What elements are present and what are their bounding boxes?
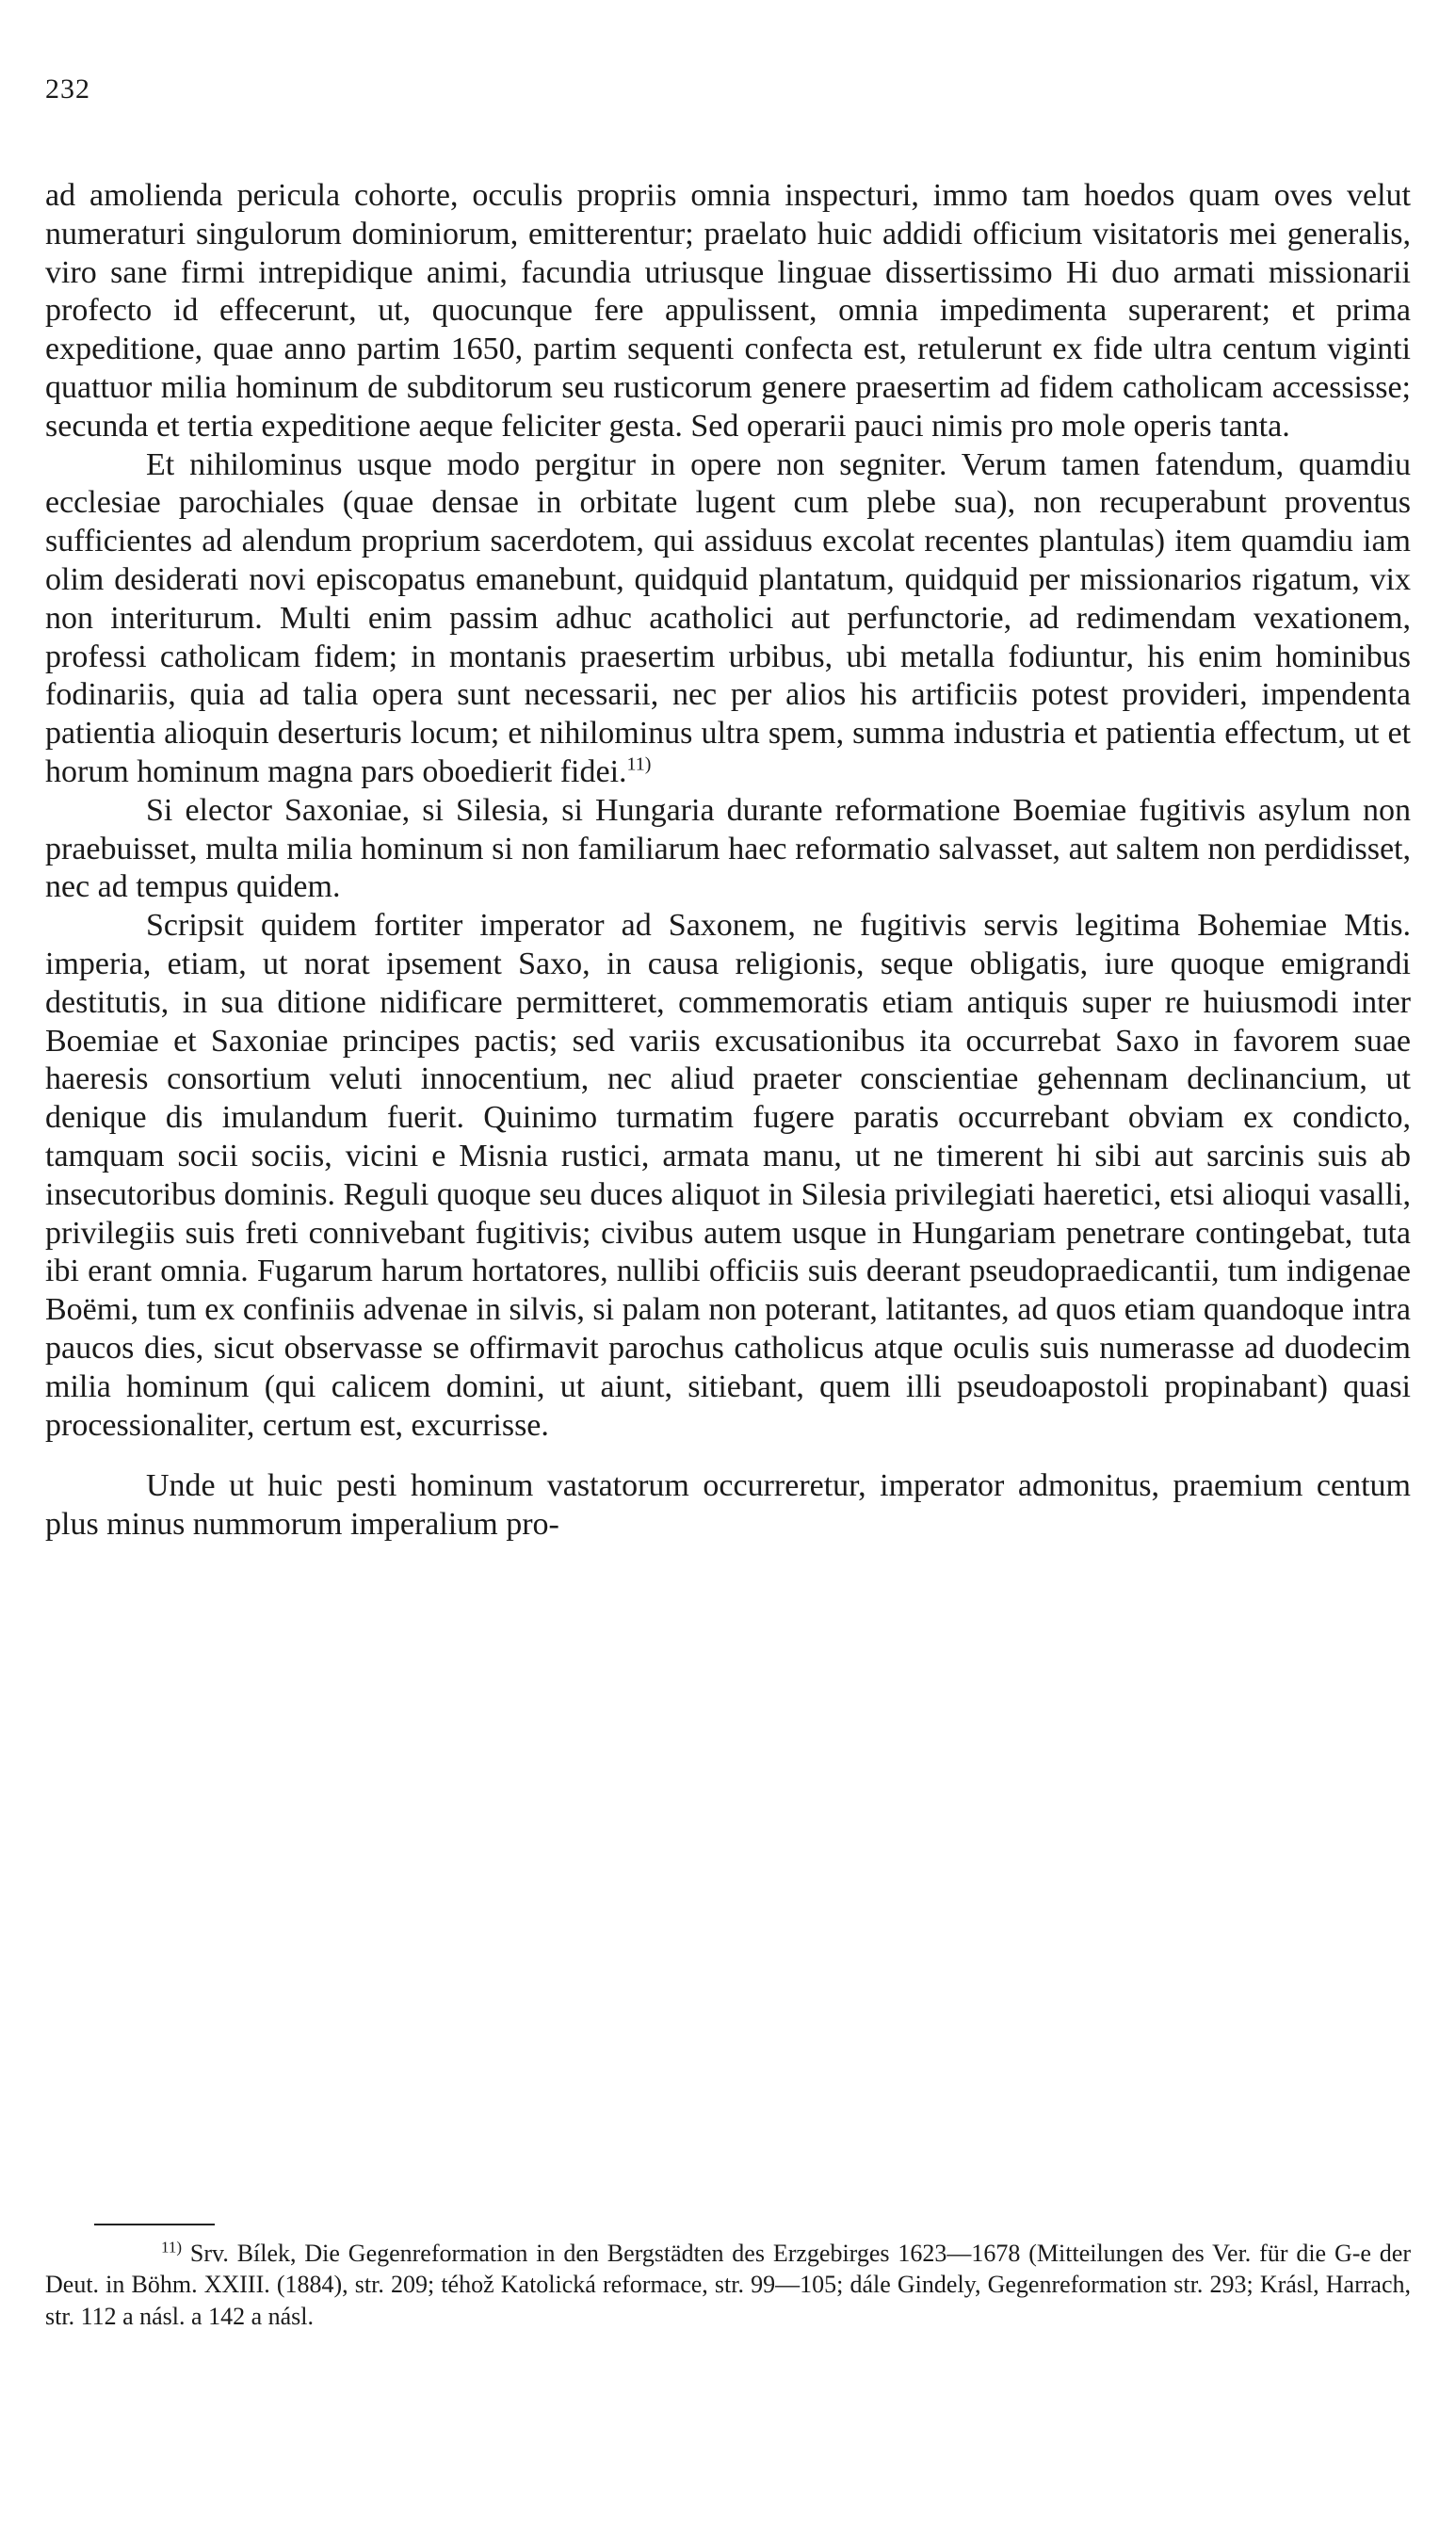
body-text [45, 177, 1411, 1545]
paragraph-3: Si elector Saxoniae, si Silesia, si Hungaria durante reformatione Boemiae fugitivis asylum non praebuisset, multa milia hominum si non familiarum haec reformatio salvasset, aut saltem non perdidisset, nec ad tempus quidem. [45, 792, 1411, 905]
paragraph-4: Scripsit quidem fortiter imperator ad Saxonem, ne fugitivis servis legitima Bohemiae Mtis. imperia, etiam, ut norat ipsement Saxo, in causa religionis, seque obligatis, iure quoque emigrandi destitutis, in sua ditione nidificare permitteret, commemoratis etiam antiquis super re huiusmodi inter Boemiae et Saxoniae principes pactis; sed variis excusationibus ita occurrebat Saxo in favorem suae haeresis consortium veluti innocentium, nec aliud praeter conscientiae gehennam declinancium, ut denique dis imulandum fuerit. Quinimo turmatim fugere paratis occurrebant obviam ex condicto, tamquam socii sociis, vicini e Misnia rustici, armata manu, ut ne timerent hi sibi aut sarcinis suis ab insecutoribus dominis. Reguli quoque seu duces aliquot in Silesia privilegiati haeretici, etsi alioqui vasalli, privilegiis suis freti connivebant fugitivis; civibus autem usque in Hungariam penetrare contingebat, tuta ibi erant omnia. Fugarum harum hortatores, nullibi officiis suis deerant pseudopraedicantii, tum indigenae Boëmi, tum ex confiniis advenae in silvis, si palam non poterant, latitantes, ad quos etiam quandoque intra paucos dies, sicut observasse se offirmavit parochus catholicus atque oculis suis numerasse ad duodecim milia hominum (qui calicem domini, ut aiunt, sitiebant, quem illi pseudoapostoli propinabant) quasi processionaliter, certum est, excurrisse. [45, 908, 1411, 1443]
footnote-reference: 11) [626, 753, 652, 775]
footnote-marker: 11) [161, 2238, 183, 2257]
footnote-text: Srv. Bílek, Die Gegenreformation in den Bergstädten des Erzgebirges 1623—1678 (Mitteilungen des Ver. für die G-e der Deut. in Böhm. XXIII. (1884), str. 209; téhož Katolická reformace, str. 99—105; dále Gindely, Gegenreformation str. 293; Krásl, Harrach, str. 112 a násl. a 142 a násl. [45, 2240, 1411, 2330]
footnote-11 [45, 2238, 1411, 2332]
paragraph-2 [45, 446, 1411, 792]
paragraph-5: Unde ut huic pesti hominum vastatorum occurreretur, imperator admonitus, praemium centum plus minus nummorum imperalium pro- [45, 1468, 1411, 1543]
page-number: 232 [45, 73, 90, 105]
paragraph-2-text: Et nihilominus usque modo pergitur in opere non segniter. Verum tamen fatendum, quamdiu ecclesiae parochiales (quae densae in orbitate lugent cum plebe sua), non recuperabunt proventus sufficientes ad alendum proprium sacerdotem, qui assiduus excolat recentes plantulas) item quamdiu iam olim desiderati novi episcopatus emanebunt, quidquid plantatum, quidquid per missionarios rigatum, vix non interiturum. Multi enim passim adhuc acatholici aut perfunctorie, ad redimendam vexationem, professi catholicam fidem; in montanis praesertim urbibus, ubi metalla fodiuntur, his enim hominibus fodinariis, quia ad talia opera sunt necessarii, nec per alios his artificiis potest provideri, impendenta patientia alioquin deserturis locum; et nihilominus ultra spem, summa industria et patientia effectum, ut et horum hominum magna pars oboedierit fidei. [45, 446, 1411, 789]
footnotes [45, 2238, 1411, 2332]
paragraph-1: ad amolienda pericula cohorte, occulis propriis omnia inspecturi, immo tam hoedos quam oves velut numeraturi singulorum dominiorum, emitterentur; praelato huic addidi officium visitatoris mei generalis, viro sane firmi intrepidique animi, facundia utriusque linguae dissertissimo Hi duo armati missionarii profecto id effecerunt, ut, quocunque fere appulissent, omnia impedimenta superarent; et prima expeditione, quae anno partim 1650, partim sequenti confecta est, retulerunt ex fide ultra centum viginti quattuor milia hominum de subditorum seu rusticorum genere praesertim ad fidem catholicam accessisse; secunda et tertia expeditione aeque feliciter gesta. Sed operarii pauci nimis pro mole operis tanta. [45, 178, 1411, 444]
footnote-separator [94, 2224, 215, 2225]
